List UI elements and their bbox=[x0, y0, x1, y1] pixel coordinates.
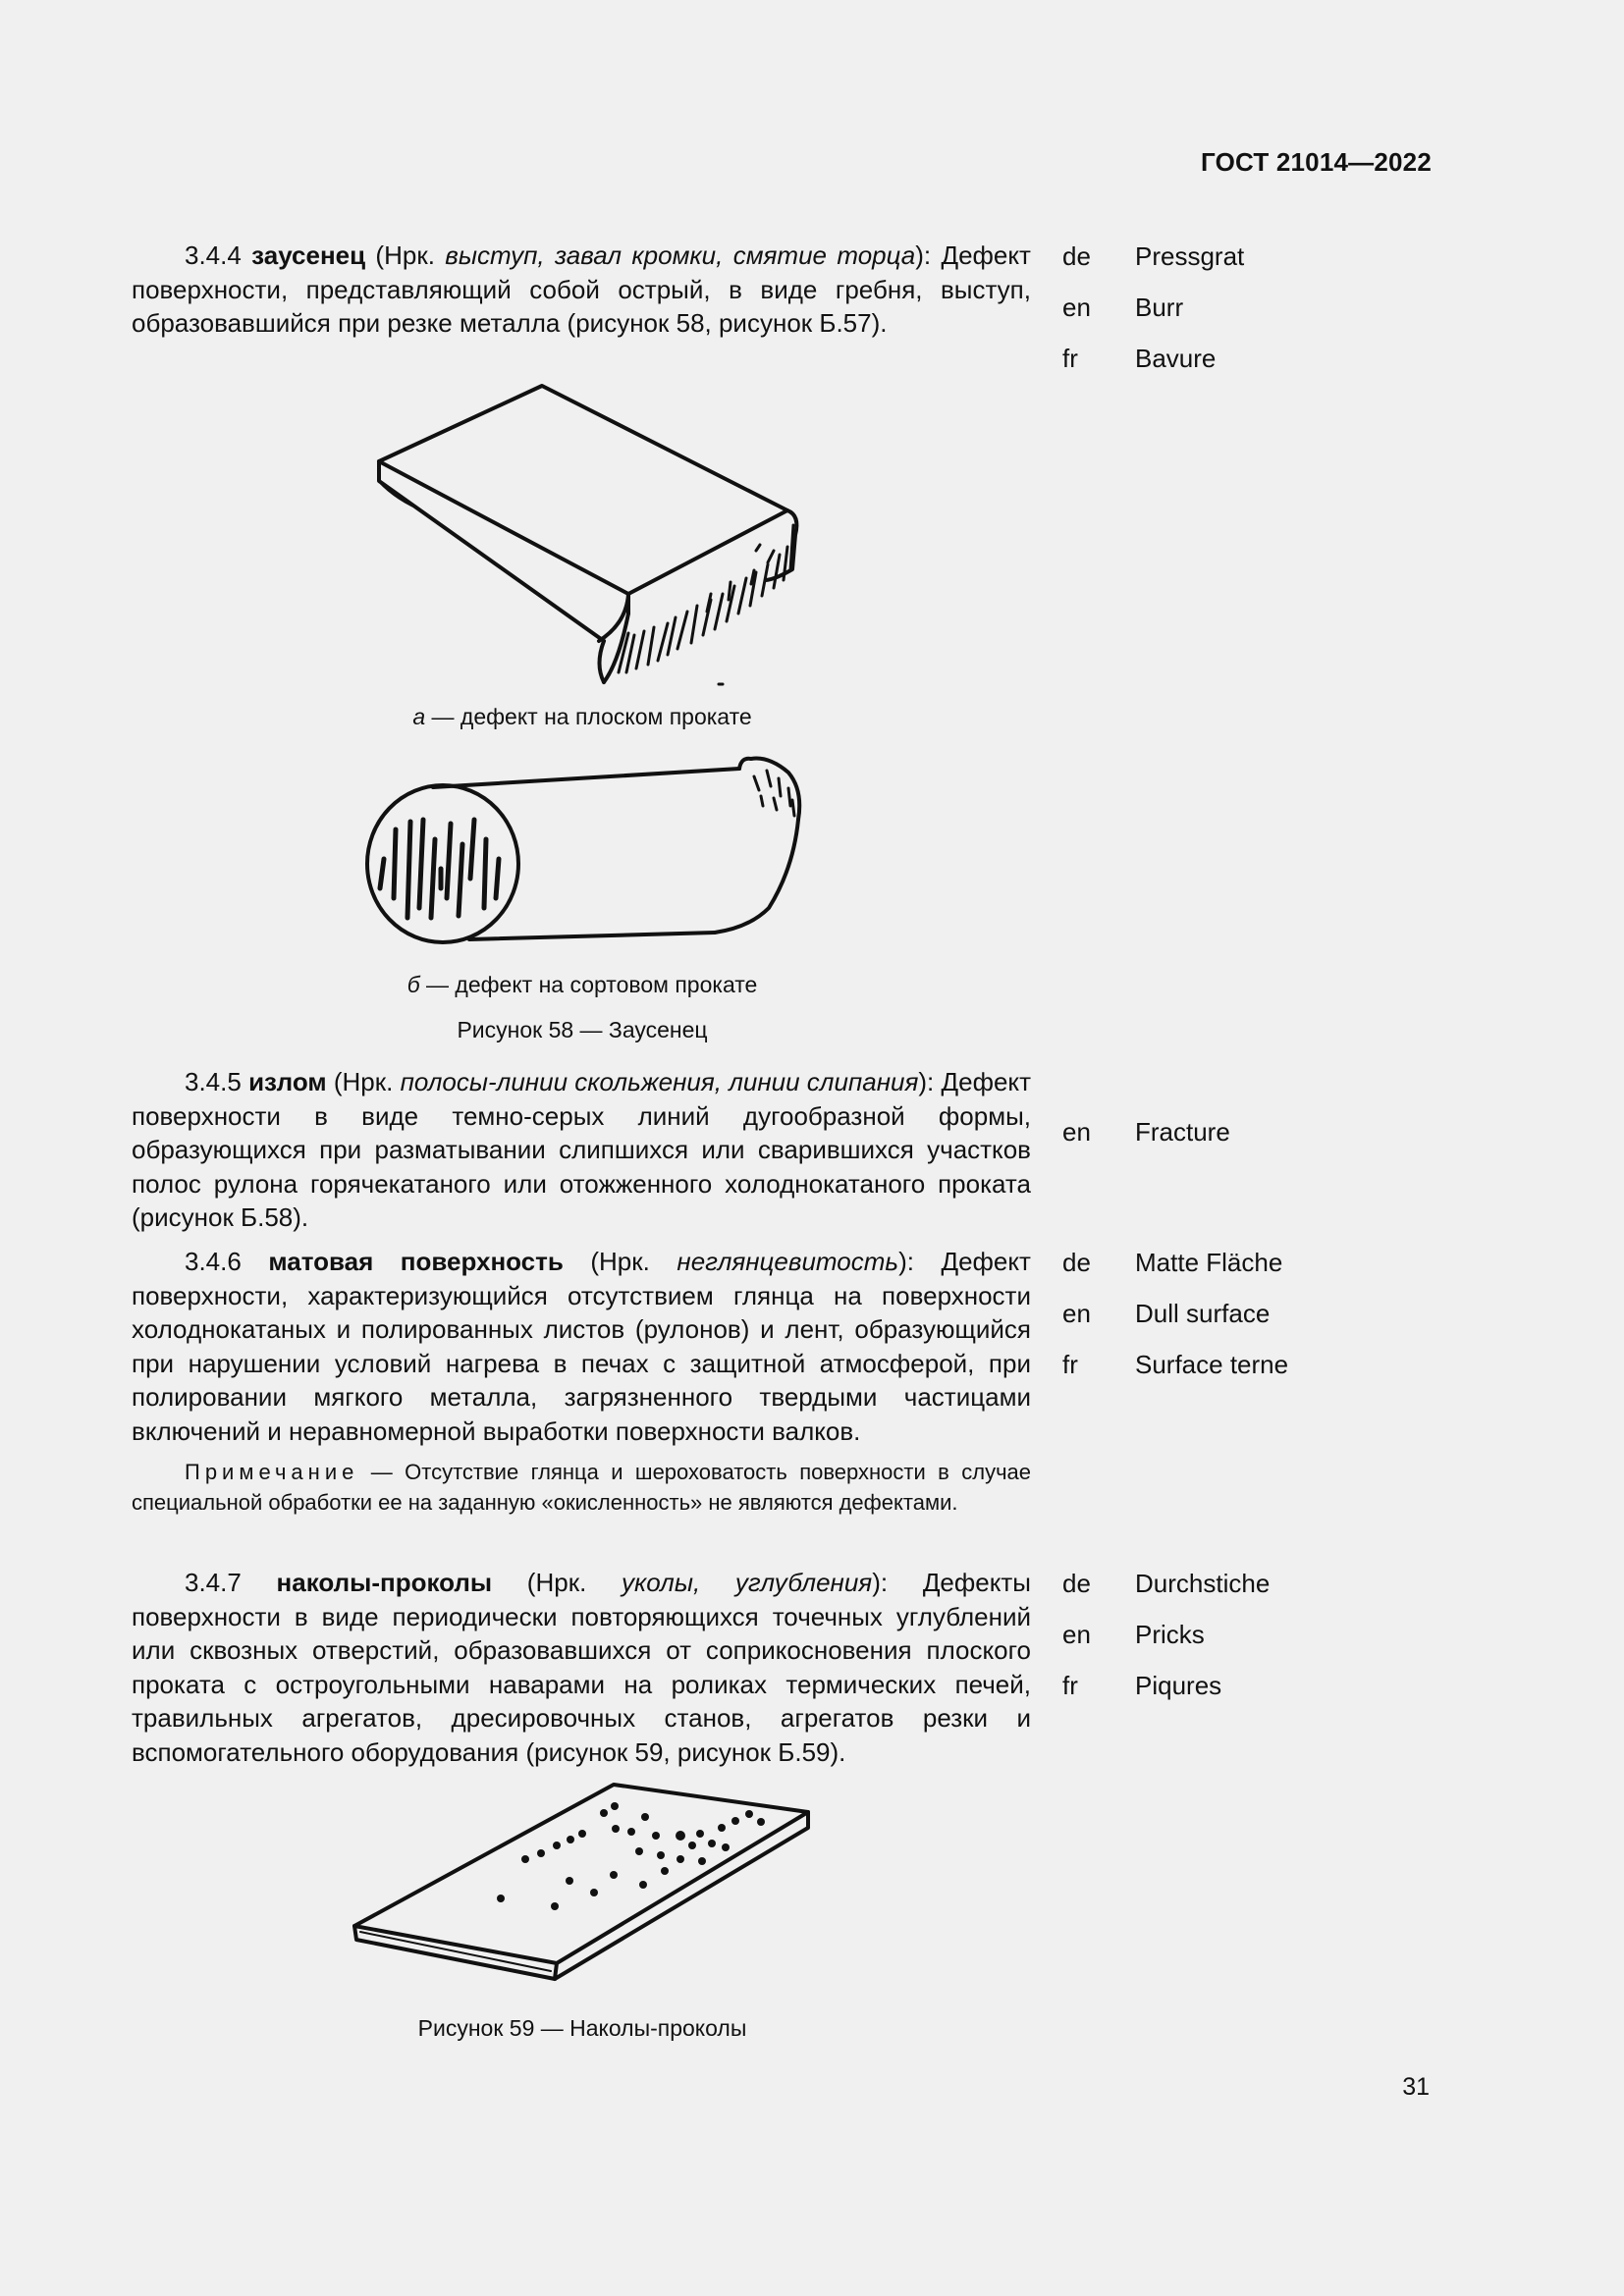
standard-header: ГОСТ 21014—2022 bbox=[1201, 147, 1432, 177]
equivalent-en: Dull surface bbox=[1135, 1299, 1271, 1328]
term-definition: Дефект поверхности, характеризующийся отсутствием глянца на поверхности холоднокатаных и полированных листов (рулонов) и лент, образующийся при нарушении условий нагрева в печах с защитной атмосферой, при полировании мягкого металла, загрязненного твердыми частицами включений и неравномерной выработки поверхности валков. bbox=[132, 1247, 1031, 1446]
equivalent-de: Matte Fläche bbox=[1135, 1248, 1283, 1277]
term-synonyms: полосы-линии скольжения, линии слипания bbox=[400, 1067, 919, 1096]
term-synonyms: уколы, углубления bbox=[622, 1568, 873, 1597]
term-name: заусенец bbox=[251, 240, 366, 270]
equivalents-3-4-6: de Matte Fläche en Dull surface fr Surface terne bbox=[1062, 1248, 1289, 1379]
figure-58b-drawing bbox=[356, 751, 818, 957]
note-3-4-6 bbox=[132, 1457, 1031, 1518]
term-synonyms: неглянцевитость bbox=[677, 1247, 899, 1276]
term-name: излом bbox=[248, 1067, 327, 1096]
term-3-4-4: 3.4.4 заусенец (Нрк. выступ, завал кромки, смятие торца): Дефект поверхности, представляющий собой острый, в виде гребня, выступ, образовавшийся при резке металла (рисунок 58, рисунок Б.57). bbox=[132, 240, 1031, 338]
term-name: матовая поверхность bbox=[268, 1247, 564, 1276]
term-3-4-5: 3.4.5 излом (Нрк. полосы-линии скольжения, линии слипания): Дефект поверхности в виде темно-серых линий дугообразной формы, образующихся при разматывании слипшихся или сварившихся участков полос рулона горячекатаного или отожженного холоднокатаного проката (рисунок Б.58). bbox=[132, 1067, 1031, 1232]
term-3-4-6: 3.4.6 матовая поверхность (Нрк. неглянцевитость): Дефект поверхности, характеризующийся отсутствием глянца на поверхности холоднокатаных и полированных листов (рулонов) и лент, образующийся при нарушении условий нагрева в печах с защитной атмосферой, при полировании мягкого металла, загрязненного твердыми частицами включений и неравномерной выработки поверхности валков. bbox=[132, 1247, 1031, 1446]
term-number: 3.4.6 bbox=[185, 1247, 242, 1276]
figure-58a-caption: а — дефект на плоском прокате bbox=[412, 704, 752, 729]
equivalent-de: Durchstiche bbox=[1135, 1569, 1271, 1598]
equivalent-fr: Bavure bbox=[1135, 344, 1217, 373]
equivalent-en: Pricks bbox=[1135, 1620, 1205, 1649]
term-number: 3.4.4 bbox=[185, 240, 242, 270]
term-number: 3.4.7 bbox=[185, 1568, 242, 1597]
note-label: Примечание bbox=[185, 1460, 359, 1484]
page-number: 31 bbox=[1402, 2073, 1430, 2101]
figure-58b-caption: б — дефект на сортовом прокате bbox=[406, 972, 758, 997]
figure-59-drawing bbox=[349, 1777, 820, 1993]
equivalent-fr: Piqures bbox=[1135, 1671, 1222, 1700]
term-definition: Дефекты поверхности в виде периодически повторяющихся точечных углублений или сквозных отверстий, образовавшихся от соприкосновения плоского проката с остроугольными наварами на роликах термических печей, травильных агрегатов, дресировочных станов, агрегатов резки и вспомогательного оборудования (рисунок 59, рисунок Б.59). bbox=[132, 1568, 1031, 1767]
equivalent-en: Burr bbox=[1135, 293, 1184, 322]
term-name: наколы-проколы bbox=[276, 1568, 493, 1597]
equivalent-fr: Surface terne bbox=[1135, 1350, 1289, 1379]
figure-58-title: Рисунок 58 — Заусенец bbox=[457, 1017, 708, 1042]
equivalent-en: Fracture bbox=[1135, 1117, 1230, 1147]
term-synonyms: выступ, завал кромки, смятие торца bbox=[445, 240, 916, 270]
figure-58a-drawing bbox=[363, 378, 815, 692]
term-definition: Дефект поверхности, представляющий собой острый, в виде гребня, выступ, образовавшийся при резке металла (рисунок 58, рисунок Б.57). bbox=[132, 240, 1031, 338]
figure-59-title: Рисунок 59 — Наколы-проколы bbox=[417, 2015, 747, 2041]
term-number: 3.4.5 bbox=[185, 1067, 242, 1096]
term-definition: Дефект поверхности в виде темно-серых линий дугообразной формы, образующихся при разматывании слипшихся или сварившихся участков полос рулона горячекатаного или отожженного холоднокатаного проката (рисунок Б.58). bbox=[132, 1067, 1031, 1232]
note-text: — Отсутствие глянца и шероховатость поверхности в случае специальной обработки ее на заданную «окисленность» не являются дефектами. bbox=[132, 1460, 1031, 1515]
equivalents-3-4-4: de Pressgrat en Burr fr Bavure bbox=[1062, 241, 1245, 373]
equivalents-3-4-7: de Durchstiche en Pricks fr Piqures bbox=[1062, 1569, 1271, 1700]
equivalents-3-4-5: en Fracture bbox=[1062, 1117, 1230, 1147]
term-3-4-7: 3.4.7 наколы-проколы (Нрк. уколы, углубления): Дефекты поверхности в виде периодически повторяющихся точечных углублений или сквозных отверстий, образовавшихся от соприкосновения плоского проката с остроугольными наварами на роликах термических печей, травильных агрегатов, дресировочных станов, агрегатов резки и вспомогательного оборудования (рисунок 59, рисунок Б.59). bbox=[132, 1568, 1031, 1767]
equivalent-de: Pressgrat bbox=[1135, 241, 1245, 271]
